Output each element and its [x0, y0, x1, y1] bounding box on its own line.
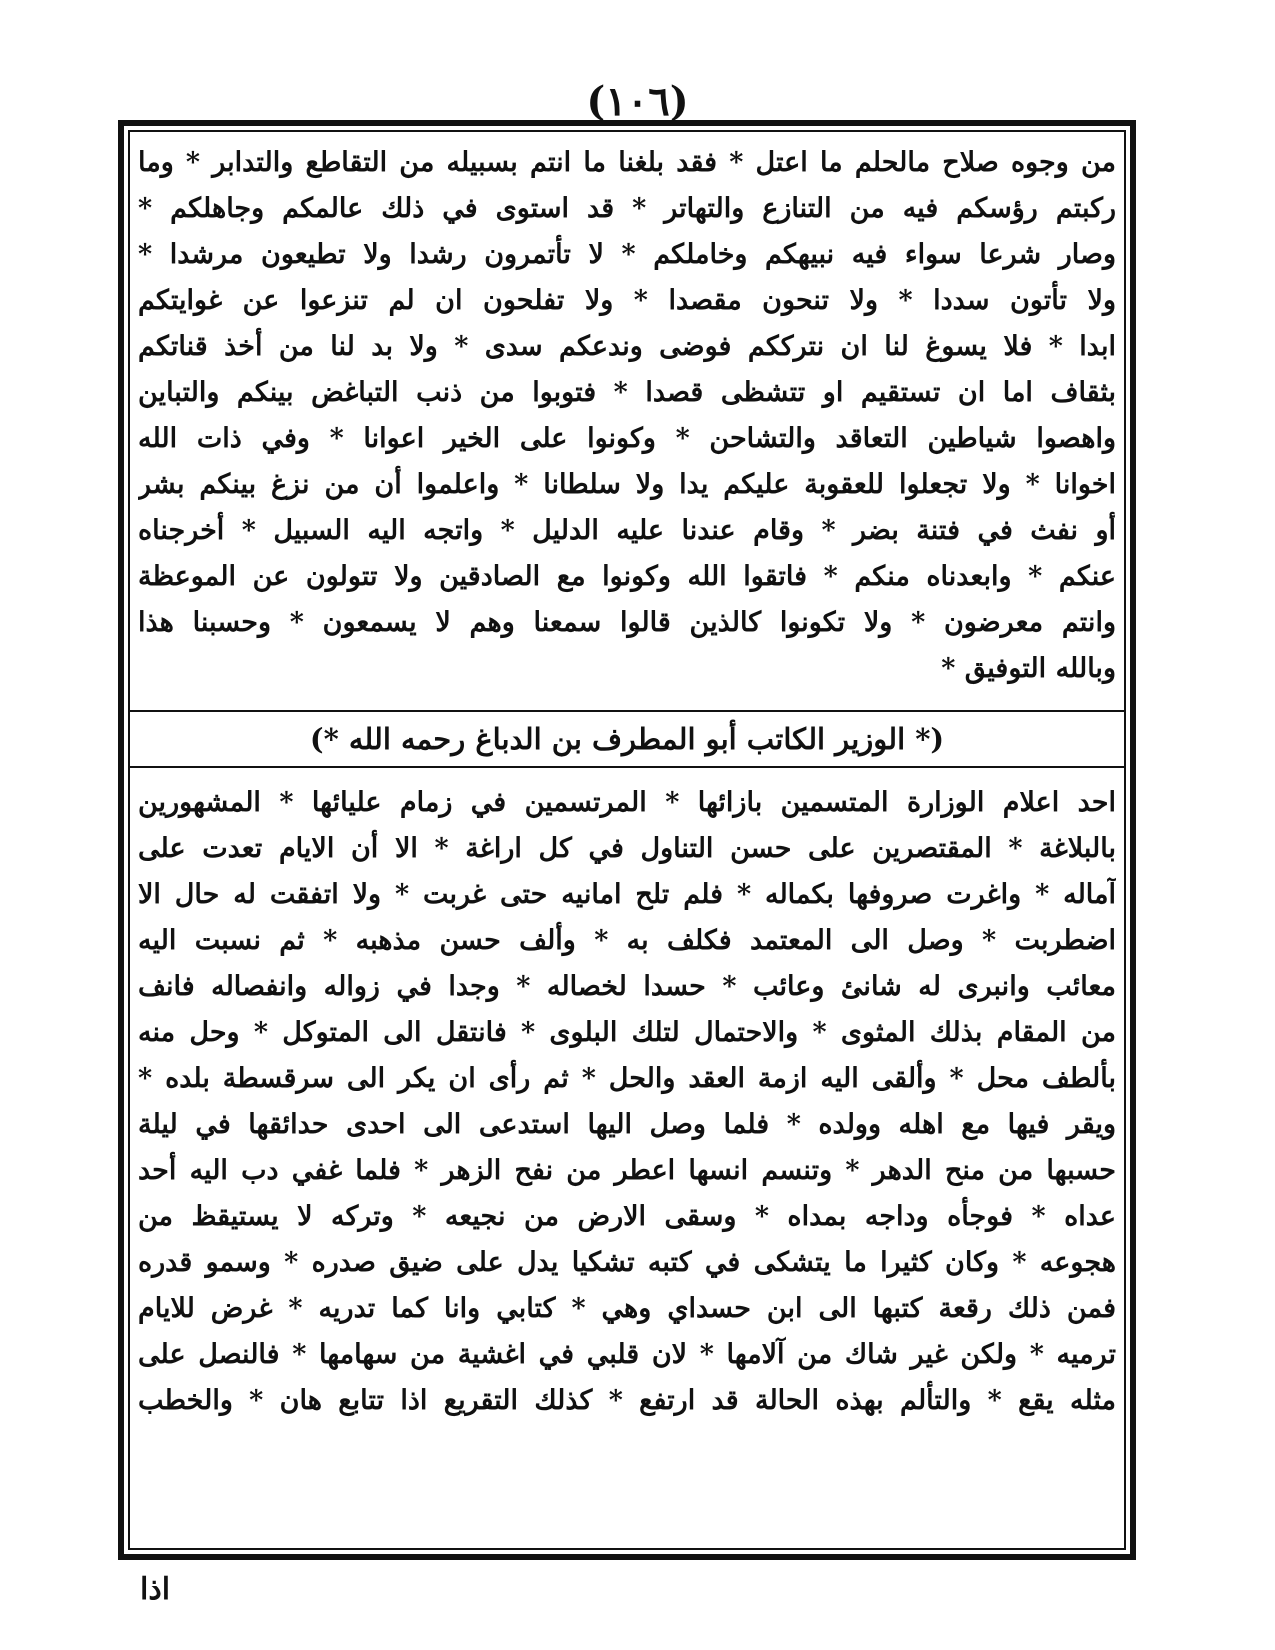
- text-line: ركبتم رؤسكم فيه من التنازع والتهاتر * قد استوى في ذلك عالمكم وجاهلكم *: [138, 193, 1116, 224]
- top-passage: [138, 140, 1116, 692]
- text-line: معائب وانبرى له شانئ وعائب * حسدا لخصاله * وجدا في زواله وانفصاله فانف: [138, 971, 1116, 1002]
- text-line: مثله يقع * والتألم بهذه الحالة قد ارتفع * كذلك التقريع اذا تتابع هان * والخطب: [138, 1385, 1116, 1416]
- text-line: عداه * فوجأه وداجه بمداه * وسقى الارض من نجيعه * وتركه لا يستيقظ من: [138, 1201, 1116, 1232]
- text-line: وصار شرعا سواء فيه نبيهكم وخاملكم * لا تأتمرون رشدا ولا تطيعون مرشدا *: [138, 239, 1116, 270]
- section-heading: (* الوزير الكاتب أبو المطرف بن الدباغ رحمه الله *): [309, 722, 945, 756]
- text-line: بثقاف اما ان تستقيم او تتشظى قصدا * فتوبوا من ذنب التباغض بينكم والتباين: [138, 377, 1116, 408]
- text-line: اضطربت * وصل الى المعتمد فكلف به * وألف حسن مذهبه * ثم نسبت اليه: [138, 925, 1116, 956]
- text-line: بألطف محل * وألقى اليه ازمة العقد والحل * ثم رأى ان يكر الى سرقسطة بلده *: [138, 1063, 1116, 1094]
- text-line: عنكم * وابعدناه منكم * فاتقوا الله وكونوا مع الصادقين ولا تتولون عن الموعظة: [138, 561, 1116, 592]
- text-line: اخوانا * ولا تجعلوا للعقوبة عليكم يدا ولا سلطانا * واعلموا أن من نزغ بينكم بشر: [138, 469, 1116, 500]
- text-line: من المقام بذلك المثوى * والاحتمال لتلك البلوى * فانتقل الى المتوكل * وحل منه: [138, 1017, 1116, 1048]
- text-line: من وجوه صلاح مالحلم ما اعتل * فقد بلغنا ما انتم بسبيله من التقاطع والتدابر * وما: [138, 147, 1116, 178]
- text-line: ابدا * فلا يسوغ لنا ان نترككم فوضى وندعكم سدى * ولا بد لنا من أخذ قناتكم: [138, 331, 1116, 362]
- page-number: (١٠٦): [586, 78, 689, 125]
- text-line: أو نفث في فتنة بضر * وقام عندنا عليه الدليل * واتجه اليه السبيل * أخرجناه: [138, 515, 1116, 546]
- text-line: وبالله التوفيق *: [941, 653, 1116, 684]
- text-line: واهصوا شياطين التعاقد والتشاحن * وكونوا على الخير اعوانا * وفي ذات الله: [138, 423, 1116, 454]
- text-line: آماله * واغرت صروفها بكماله * فلم تلح امانيه حتى غربت * ولا اتفقت له حال الا: [138, 879, 1116, 910]
- catchword: اذا: [140, 1572, 171, 1607]
- text-line: حسبها من منح الدهر * وتنسم انسها اعطر من نفح الزهر * فلما غفي دب اليه أحد: [138, 1155, 1116, 1186]
- text-line: احد اعلام الوزارة المتسمين بازائها * المرتسمين في زمام عليائها * المشهورين: [138, 787, 1116, 818]
- text-line: ترميه * ولكن غير شاك من آلامها * لان قلبي في اغشية من سهامها * فالنصل على: [138, 1339, 1116, 1370]
- text-line: هجوعه * وكان كثيرا ما يتشكى في كتبه تشكيا يدل على ضيق صدره * وسمو قدره: [138, 1247, 1116, 1278]
- text-line: بالبلاغة * المقتصرين على حسن التناول في كل اراغة * الا أن الايام تعدت على: [138, 833, 1116, 864]
- text-line: ويقر فيها مع اهله وولده * فلما وصل اليها استدعى الى احدى حدائقها في ليلة: [138, 1109, 1116, 1140]
- text-line: ولا تأتون سددا * ولا تنحون مقصدا * ولا تفلحون ان لم تنزعوا عن غوايتكم: [138, 285, 1116, 316]
- text-line: وانتم معرضون * ولا تكونوا كالذين قالوا سمعنا وهم لا يسمعون * وحسبنا هذا: [138, 607, 1116, 638]
- heading-rule-bottom: [128, 766, 1126, 768]
- text-line: فمن ذلك رقعة كتبها الى ابن حسداي وهي * كتابي وانا كما تدريه * غرض للايام: [138, 1293, 1116, 1324]
- bottom-passage: [138, 780, 1116, 1424]
